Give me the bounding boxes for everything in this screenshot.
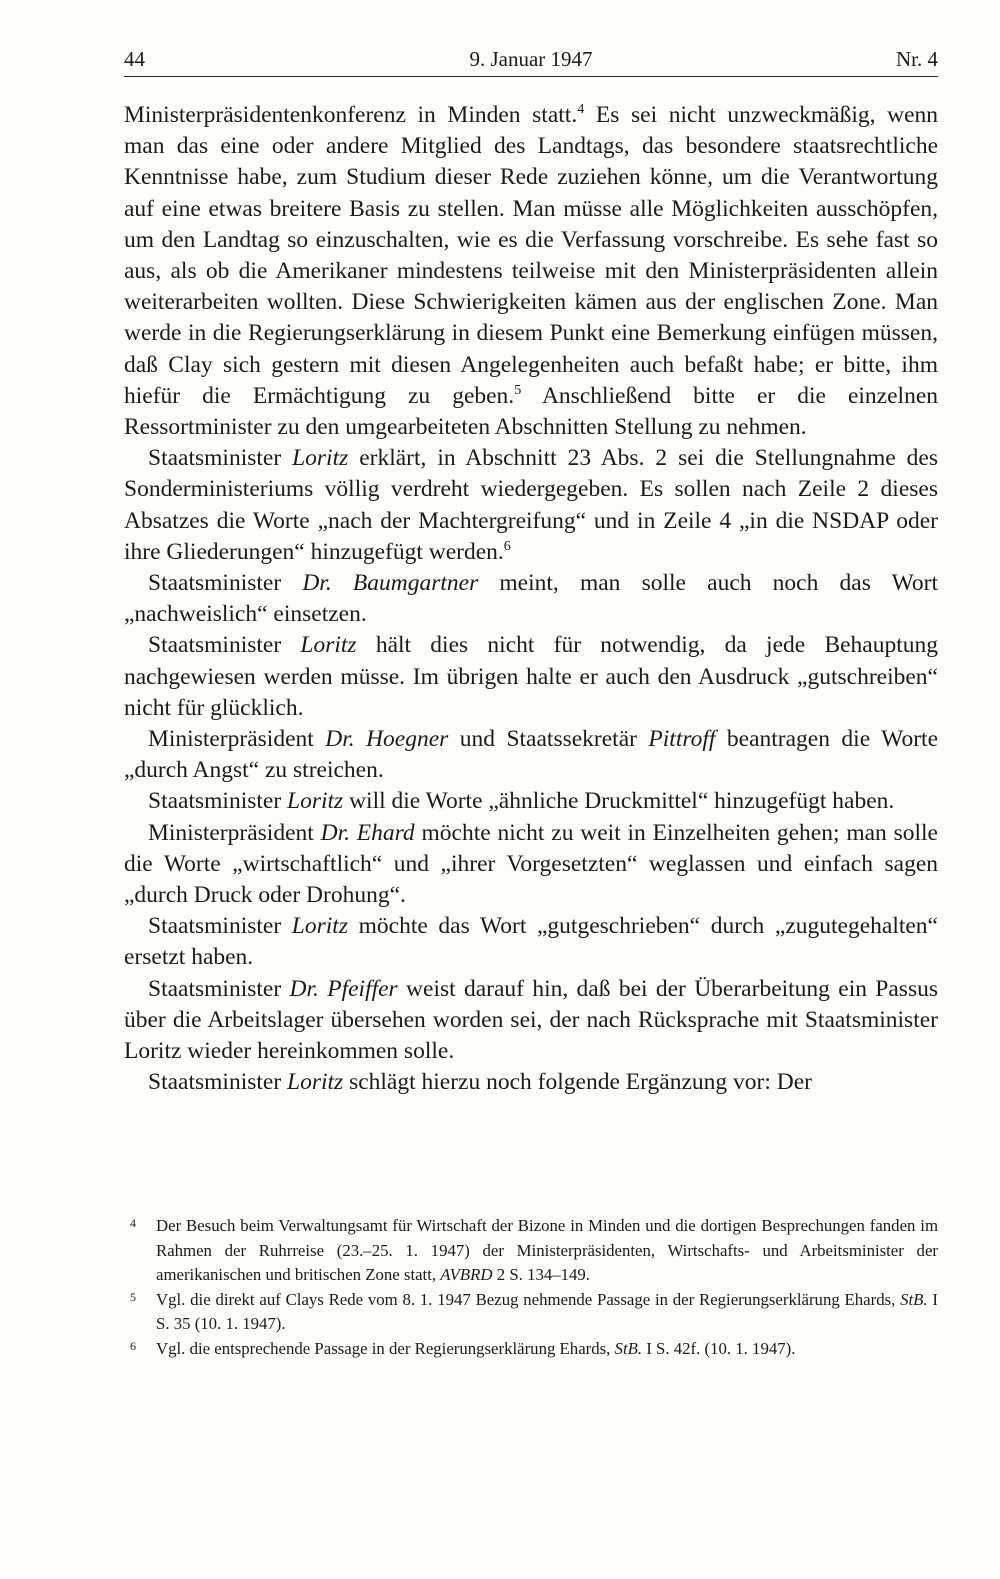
text-run: Der Besuch beim Verwaltungsamt für Wirtschaft der Bizone in Minden und die dortigen Besprechungen fanden im Rahmen der Ruhrreise (23.–25. 1. 1947) der Ministerpräsidenten, Wirtschafts- und Arbeitsminister der amerikanischen und britischen Zone statt, <box>156 1216 938 1285</box>
italic-name: AVBRD <box>440 1265 493 1285</box>
text-run: will die Worte „ähnliche Druckmittel“ hinzugefügt haben. <box>343 788 895 815</box>
text-run: möchte das Wort „gutgeschrieben“ durch „zugutegehalten“ ersetzt haben. <box>124 913 938 971</box>
paragraph <box>124 786 938 817</box>
paragraph <box>124 818 938 912</box>
paragraph <box>124 724 938 786</box>
text-run: Ministerpräsident <box>148 726 326 753</box>
italic-name: StB. <box>900 1289 928 1309</box>
page-number: 44 <box>124 47 145 71</box>
italic-name: Loritz <box>287 1069 344 1096</box>
text-run: Ministerpräsident <box>148 819 321 846</box>
body-text <box>124 100 938 1099</box>
text-run: Staatsminister <box>148 913 292 940</box>
text-run: möchte nicht zu weit in Einzelheiten gehen; man solle die Worte „wirtschaftlich“ und „ihrer Vorgesetzten“ weglassen und einfach sagen „durch Druck oder Drohung“. <box>124 819 938 909</box>
header-date: 9. Januar 1947 <box>469 47 593 71</box>
italic-name: Dr. Ehard <box>320 819 415 846</box>
italic-name: Loritz <box>300 632 357 659</box>
text-run: Staatsminister <box>148 1069 288 1096</box>
italic-name: Loritz <box>292 445 349 472</box>
text-run: Staatsminister <box>148 788 288 815</box>
text-run: 2 S. 134–149. <box>492 1265 590 1285</box>
italic-name: Dr. Baumgartner <box>302 570 479 597</box>
italic-name: Loritz <box>287 788 344 815</box>
text-run: erklärt, in Abschnitt 23 Abs. 2 sei die Stellungnahme des Sonderministeriums völlig verdreht wiedergegeben. Es sollen nach Zeile 2 dieses Absatzes die Worte „nach der Machtergreifung“ und in Zeile 4 „in die NSDAP oder ihre Gliederungen“ hinzugefügt werden. <box>124 445 938 565</box>
text-run: schlägt hierzu noch folgende Ergänzung vor: Der <box>343 1069 812 1096</box>
text-run: Staatsminister <box>148 975 290 1002</box>
italic-name: Loritz <box>291 913 348 940</box>
paragraph <box>124 100 938 443</box>
text-run: Es sei nicht unzweckmäßig, wenn man das eine oder andere Mitglied des Landtags, das besondere staatsrechtliche Kenntnisse habe, zum Studium dieser Rede zuziehen könne, um die Verantwortung auf eine etwas breitere Basis zu stellen. Man müsse alle Möglichkeiten ausschöpfen, um den Landtag so einzuschalten, wie es die Verfassung vorschreibe. Es sehe fast so aus, als ob die Amerikaner mindestens teilweise mit den Ministerpräsidenten allein weiterarbeiten wollten. Diese Schwierigkeiten kämen aus der englischen Zone. Man werde in die Regierungserklärung in diesem Punkt eine Bemerkung einfügen müssen, daß Clay sich gestern mit diesen Angelegenheiten auch befaßt habe; er bitte, ihm hiefür die Ermächtigung zu geben. <box>124 102 938 409</box>
text-run: beantragen die Worte „durch Angst“ zu streichen. <box>124 726 938 784</box>
footnote-number: 5 <box>130 1289 136 1304</box>
text-run: weist darauf hin, daß bei der Überarbeitung ein Passus über die Arbeitslager übersehen worden sei, der nach Rücksprache mit Staatsminister Loritz wieder hereinkommen solle. <box>124 975 938 1065</box>
text-run: meint, man solle auch noch das Wort „nachweislich“ einsetzen. <box>124 570 938 628</box>
text-run: Vgl. die entsprechende Passage in der Regierungserklärung Ehards, <box>156 1338 615 1358</box>
paragraph <box>124 911 938 973</box>
footnotes <box>124 1214 938 1362</box>
footnote-number: 4 <box>130 1216 136 1230</box>
text-run: I S. 35 (10. 1. 1947). <box>156 1289 938 1334</box>
text-run: Staatsminister <box>148 570 303 597</box>
italic-name: Dr. Pfeiffer <box>289 975 398 1002</box>
text-run: Anschließend bitte er die einzelnen Ressortminister zu den umgearbeiteten Abschnitten Stellung zu nehmen. <box>124 382 938 441</box>
italic-name: Dr. Hoegner <box>325 726 449 753</box>
text-run: hält dies nicht für notwendig, da jede Behauptung nachgewiesen werden müsse. Im übrigen halte er auch den Ausdruck „gutschreiben“ nicht für glücklich. <box>124 632 939 721</box>
footnote <box>124 1214 938 1288</box>
document-number: Nr. 4 <box>896 47 938 71</box>
paragraph <box>124 443 938 568</box>
footnote-number: 6 <box>130 1338 136 1353</box>
paragraph <box>124 1067 938 1098</box>
footnote <box>124 1337 938 1362</box>
text-run: I S. 42f. (10. 1. 1947). <box>642 1338 796 1358</box>
text-run: und Staatssekretär <box>448 726 649 753</box>
footnote-ref: 4 <box>577 101 585 118</box>
footnote <box>124 1288 938 1337</box>
text-run: Ministerpräsidentenkonferenz in Minden statt. <box>124 102 578 128</box>
paragraph <box>124 568 938 630</box>
text-run: Vgl. die direkt auf Clays Rede vom 8. 1. 1947 Bezug nehmende Passage in der Regierungserklärung Ehards, <box>156 1289 901 1309</box>
text-run: Staatsminister <box>148 632 301 659</box>
running-header <box>124 44 938 77</box>
paragraph <box>124 630 938 724</box>
paragraph <box>124 974 938 1068</box>
footnote-ref: 6 <box>503 538 511 555</box>
footnote-ref: 5 <box>514 382 522 398</box>
text-run: Staatsminister <box>148 445 293 472</box>
italic-name: StB. <box>614 1338 643 1358</box>
italic-name: Pittroff <box>648 726 716 753</box>
